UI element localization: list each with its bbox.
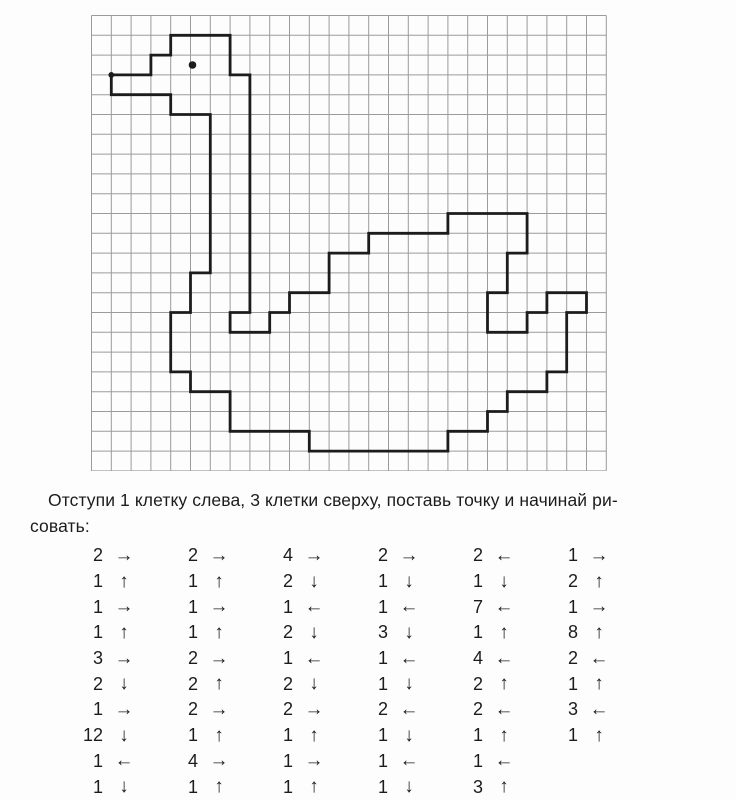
step-arrow-icon: ← (494, 544, 514, 566)
dictation-step (362, 646, 420, 672)
step-count: 2 (92, 673, 103, 694)
step-arrow-icon: ↓ (309, 673, 319, 695)
step-count: 2 (282, 699, 293, 720)
dictation-step (457, 749, 515, 775)
step-arrow-icon: ↓ (404, 570, 414, 592)
dictation-step (552, 594, 610, 620)
step-count: 1 (187, 725, 198, 746)
step-arrow-icon: ↓ (309, 570, 319, 592)
dictation-step (77, 646, 135, 672)
step-count: 1 (92, 699, 103, 720)
step-count: 2 (472, 699, 483, 720)
dictation-step (362, 671, 420, 697)
dictation-column (457, 543, 515, 800)
dictation-step (457, 671, 515, 697)
instructions (30, 487, 706, 539)
step-arrow-icon: → (209, 596, 229, 618)
dictation-step (362, 543, 420, 569)
dictation-column (77, 543, 135, 800)
step-arrow-icon: ↓ (404, 673, 414, 695)
dictation-step (172, 774, 230, 800)
dictation-column (362, 543, 420, 800)
step-arrow-icon: → (209, 698, 229, 720)
step-count: 2 (377, 545, 388, 566)
dictation-step (77, 723, 135, 749)
step-count: 1 (377, 750, 388, 771)
step-arrow-icon: ↓ (499, 570, 509, 592)
dictation-step (267, 723, 325, 749)
dictation-step (267, 543, 325, 569)
dictation-step (552, 671, 610, 697)
step-arrow-icon: ↑ (119, 621, 129, 643)
step-count: 7 (472, 596, 483, 617)
dictation-step (77, 543, 135, 569)
step-count: 2 (472, 545, 483, 566)
dictation-step (362, 697, 420, 723)
instructions-line2: совать: (30, 516, 90, 536)
step-count: 4 (282, 545, 293, 566)
step-count: 1 (187, 776, 198, 797)
dictation-step (552, 646, 610, 672)
dictation-step (172, 620, 230, 646)
step-arrow-icon: → (589, 544, 609, 566)
step-arrow-icon: ↓ (119, 776, 129, 798)
step-count: 1 (472, 571, 483, 592)
step-arrow-icon: ↑ (214, 673, 224, 695)
dictation-step (552, 569, 610, 595)
step-arrow-icon: → (304, 544, 324, 566)
step-count: 1 (282, 648, 293, 669)
dictation-step (172, 543, 230, 569)
step-count: 1 (472, 622, 483, 643)
step-arrow-icon: → (114, 647, 134, 669)
step-count: 12 (82, 725, 103, 746)
dictation-step (267, 620, 325, 646)
step-arrow-icon: ↓ (119, 724, 129, 746)
step-count: 1 (377, 596, 388, 617)
step-count: 1 (187, 571, 198, 592)
step-count: 2 (187, 545, 198, 566)
dictation-step (552, 723, 610, 749)
dictation-table (77, 543, 610, 800)
dictation-step (362, 594, 420, 620)
step-count: 3 (377, 622, 388, 643)
step-arrow-icon: ↑ (499, 724, 509, 746)
step-arrow-icon: ↑ (214, 621, 224, 643)
step-count: 1 (377, 571, 388, 592)
step-arrow-icon: ↑ (499, 776, 509, 798)
dictation-step (552, 697, 610, 723)
dictation-column (172, 543, 230, 800)
step-arrow-icon: ← (399, 698, 419, 720)
dictation-step (77, 569, 135, 595)
step-arrow-icon: ← (494, 698, 514, 720)
dictation-step (172, 697, 230, 723)
dictation-step (457, 543, 515, 569)
step-arrow-icon: → (399, 544, 419, 566)
step-arrow-icon: ↓ (404, 724, 414, 746)
dictation-step (267, 749, 325, 775)
step-arrow-icon: ↑ (499, 621, 509, 643)
dictation-step (457, 646, 515, 672)
step-count: 3 (567, 699, 578, 720)
dictation-step (457, 569, 515, 595)
step-count: 2 (282, 673, 293, 694)
step-count: 2 (567, 648, 578, 669)
step-count: 1 (92, 750, 103, 771)
step-arrow-icon: ← (399, 596, 419, 618)
step-arrow-icon: ↑ (119, 570, 129, 592)
step-count: 4 (187, 750, 198, 771)
step-count: 1 (282, 725, 293, 746)
step-count: 2 (187, 699, 198, 720)
step-arrow-icon: ← (399, 750, 419, 772)
step-count: 1 (377, 776, 388, 797)
dictation-step (457, 620, 515, 646)
step-count: 2 (472, 673, 483, 694)
dictation-step (172, 594, 230, 620)
dictation-step (172, 723, 230, 749)
dictation-column (552, 543, 610, 800)
step-count: 2 (567, 571, 578, 592)
dictation-step (172, 646, 230, 672)
step-arrow-icon: ← (589, 647, 609, 669)
dictation-step (552, 543, 610, 569)
step-arrow-icon: ↑ (214, 570, 224, 592)
step-count: 2 (377, 699, 388, 720)
step-arrow-icon: → (589, 596, 609, 618)
step-arrow-icon: → (114, 698, 134, 720)
step-count: 1 (92, 776, 103, 797)
step-count: 1 (567, 545, 578, 566)
dictation-step (362, 749, 420, 775)
dictation-column (267, 543, 325, 800)
dictation-step (267, 569, 325, 595)
step-count: 1 (92, 622, 103, 643)
step-arrow-icon: ← (494, 647, 514, 669)
step-count: 2 (187, 648, 198, 669)
step-arrow-icon: ← (399, 647, 419, 669)
step-arrow-icon: ← (114, 750, 134, 772)
step-arrow-icon: → (209, 750, 229, 772)
dictation-step (362, 774, 420, 800)
step-count: 1 (567, 673, 578, 694)
step-arrow-icon: ↓ (119, 673, 129, 695)
dictation-step (77, 671, 135, 697)
step-count: 2 (187, 673, 198, 694)
step-count: 1 (472, 725, 483, 746)
step-arrow-icon: ↑ (594, 724, 604, 746)
step-arrow-icon: → (304, 698, 324, 720)
step-count: 1 (377, 673, 388, 694)
step-arrow-icon: ← (304, 647, 324, 669)
step-count: 1 (282, 776, 293, 797)
start-dot (108, 72, 114, 78)
dictation-step (172, 671, 230, 697)
step-count: 1 (92, 571, 103, 592)
step-arrow-icon: ↓ (309, 621, 319, 643)
step-count: 1 (377, 648, 388, 669)
step-arrow-icon: ↑ (309, 724, 319, 746)
instructions-line1: Отступи 1 клетку слева, 3 клетки сверху, поставь точку и начинай ри- (48, 490, 618, 510)
dictation-step (267, 697, 325, 723)
step-count: 1 (92, 596, 103, 617)
step-count: 3 (472, 776, 483, 797)
step-count: 4 (472, 648, 483, 669)
step-arrow-icon: → (304, 750, 324, 772)
step-arrow-icon: ↑ (594, 621, 604, 643)
dictation-step (552, 620, 610, 646)
dictation-step (267, 646, 325, 672)
dictation-step (77, 594, 135, 620)
step-arrow-icon: ↓ (404, 776, 414, 798)
step-arrow-icon: ← (304, 596, 324, 618)
dictation-step (457, 723, 515, 749)
dictation-step (362, 723, 420, 749)
step-arrow-icon: ← (589, 698, 609, 720)
dictation-step (77, 620, 135, 646)
step-arrow-icon: ↑ (594, 673, 604, 695)
step-arrow-icon: ↑ (309, 776, 319, 798)
step-count: 1 (187, 596, 198, 617)
step-count: 2 (282, 571, 293, 592)
dictation-step (267, 671, 325, 697)
step-count: 1 (187, 622, 198, 643)
step-count: 2 (92, 545, 103, 566)
grid-figure (91, 15, 607, 471)
dictation-step (457, 697, 515, 723)
step-arrow-icon: ↓ (404, 621, 414, 643)
dictation-step (457, 594, 515, 620)
dictation-step (77, 697, 135, 723)
step-arrow-icon: ← (494, 750, 514, 772)
dictation-step (172, 569, 230, 595)
step-arrow-icon: → (209, 544, 229, 566)
dictation-step (172, 749, 230, 775)
step-arrow-icon: ↑ (214, 776, 224, 798)
step-count: 3 (92, 648, 103, 669)
step-count: 1 (472, 750, 483, 771)
dictation-step (362, 569, 420, 595)
step-arrow-icon: → (114, 544, 134, 566)
step-count: 1 (567, 725, 578, 746)
step-count: 1 (567, 596, 578, 617)
step-arrow-icon: → (114, 596, 134, 618)
step-arrow-icon: → (209, 647, 229, 669)
eye-dot (189, 61, 197, 69)
dictation-step (77, 749, 135, 775)
dictation-step (267, 774, 325, 800)
step-arrow-icon: ↑ (499, 673, 509, 695)
step-count: 1 (282, 596, 293, 617)
step-arrow-icon: ← (494, 596, 514, 618)
dictation-step (267, 594, 325, 620)
dictation-step (77, 774, 135, 800)
step-count: 1 (377, 725, 388, 746)
dictation-step (362, 620, 420, 646)
step-count: 8 (567, 622, 578, 643)
step-arrow-icon: ↑ (594, 570, 604, 592)
dictation-step (457, 774, 515, 800)
step-arrow-icon: ↑ (214, 724, 224, 746)
step-count: 2 (282, 622, 293, 643)
step-count: 1 (282, 750, 293, 771)
